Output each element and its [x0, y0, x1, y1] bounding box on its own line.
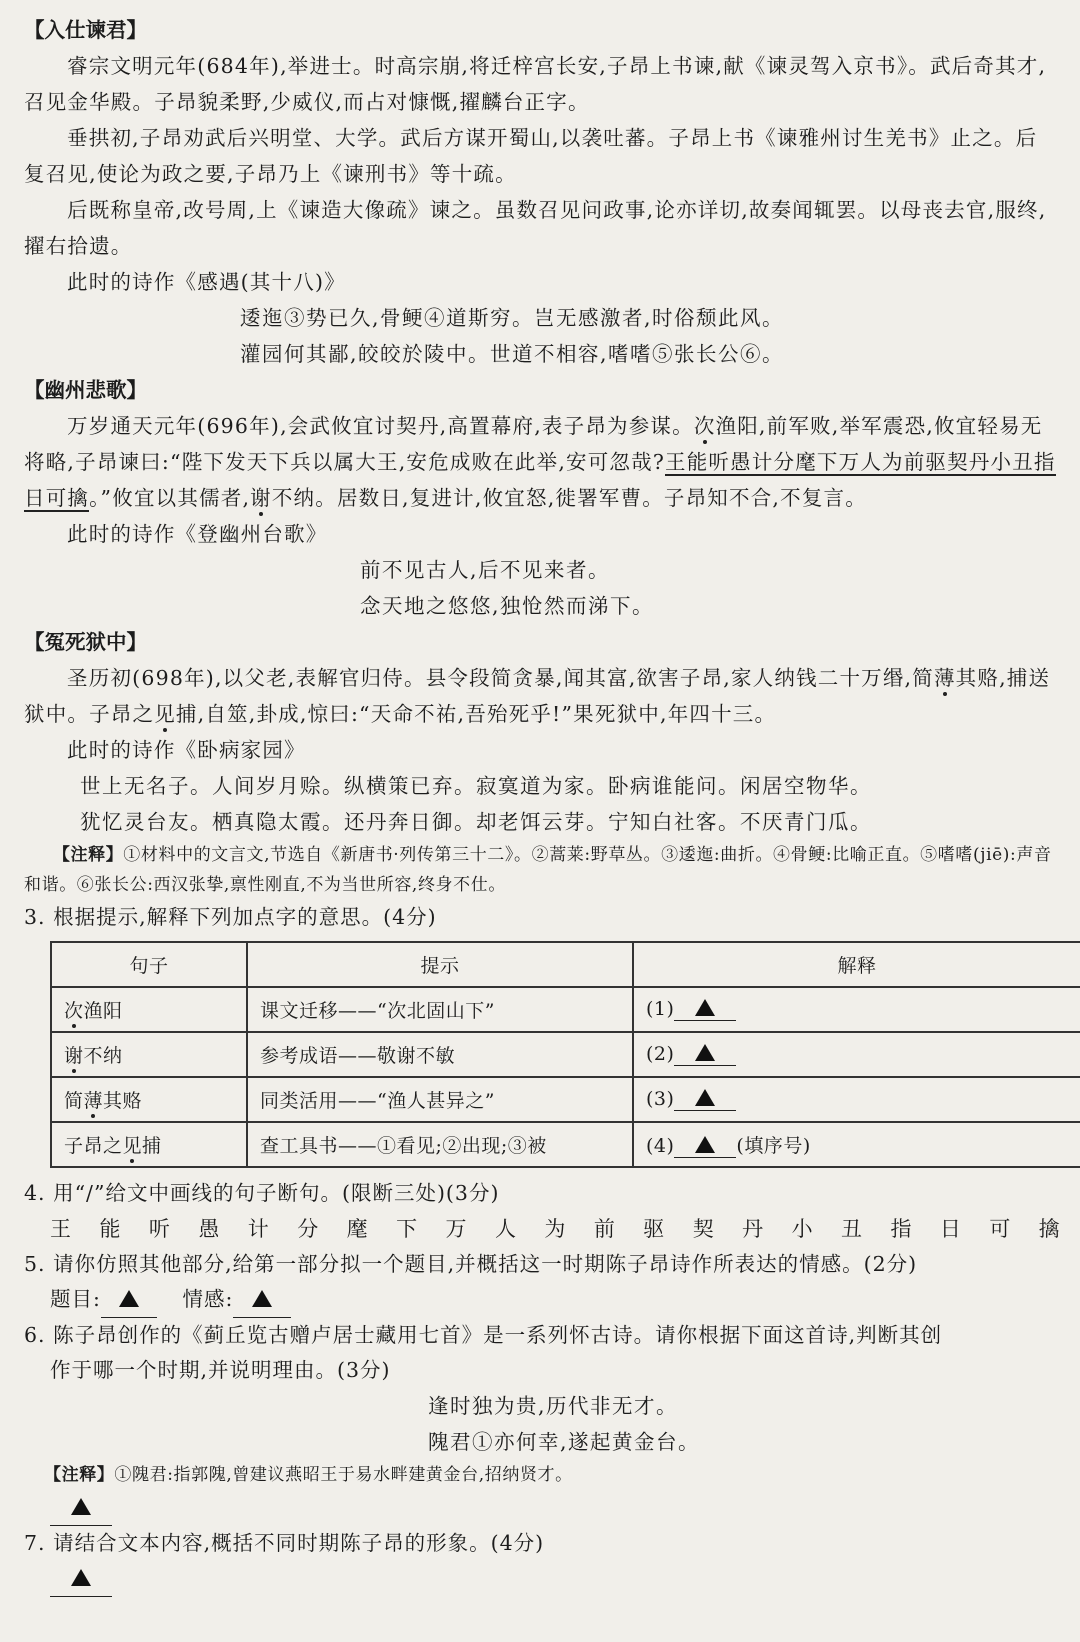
sentence-post: 捕	[142, 1135, 162, 1157]
underlined-sentence: 王能听愚计分麾下万人为前驱契丹小丑指日可擒	[24, 450, 1056, 510]
q4-char: 听	[148, 1217, 170, 1241]
q4-char: 万	[445, 1217, 467, 1241]
dotted-char-jian: 见	[154, 702, 176, 726]
answer-blank[interactable]	[674, 998, 736, 1021]
q4-sentence-chars	[50, 1211, 1060, 1247]
section1-para1: 睿宗文明元年(684年),举进士。时高宗崩,将迁梓宫长安,子昂上书谏,献《谏灵驾入京书》。武后奇其才,召见金华殿。子昂貌柔野,少威仪,而占对慷慨,擢麟台正字。	[24, 54, 1047, 114]
dotted-char-ci: 次	[693, 414, 716, 438]
q5-stem: 5. 请你仿照其他部分,给第一部分拟一个题目,并概括这一时期陈子昂诗作所表达的情感。(2分)	[24, 1252, 918, 1276]
q5-answer-line	[24, 1282, 1058, 1318]
q7-answer-blank[interactable]	[50, 1561, 112, 1597]
answer-triangle-icon	[119, 1290, 139, 1307]
section3-heading: 【冤死狱中】	[24, 630, 147, 654]
q4-char: 麾	[346, 1217, 368, 1241]
q4-char: 丑	[841, 1217, 862, 1241]
dotted-char-bo: 薄	[933, 666, 956, 690]
section2-text-b: 渔阳,前军败,举军震恐,攸宜轻易无将略,子昂谏曰:“陛下发天下兵以属大王,安危成败在此举,安可忽哉?	[24, 414, 1043, 474]
q6-stem-line1: 6. 陈子昂创作的《蓟丘览古赠卢居士藏用七首》是一系列怀古诗。请你根据下面这首诗,判断其创	[24, 1323, 943, 1347]
answer-triangle-icon	[695, 1136, 715, 1153]
q6-answer-line	[24, 1490, 1058, 1526]
q4-char: 计	[247, 1217, 269, 1241]
q6-poem-line2: 隗君①亦何幸,遂起黄金台。	[428, 1430, 701, 1454]
q4-char: 丹	[742, 1217, 764, 1241]
q4-char: 契	[692, 1217, 714, 1241]
q4-char: 驱	[643, 1217, 665, 1241]
answer-number: (2)	[646, 1043, 675, 1065]
section3-text-a: 圣历初(698年),以父老,表解官归侍。县令段简贪暴,闻其富,欲害子昂,家人纳钱二十万缗,简	[67, 666, 934, 690]
section2-text-c: 。”攸宜以其儒者,	[89, 486, 251, 510]
answer-triangle-icon	[71, 1498, 91, 1515]
table-header-row	[51, 942, 1080, 987]
sentence-post: 渔阳	[83, 1000, 123, 1022]
dotted-char: 薄	[83, 1090, 104, 1112]
section2-poem-line2: 念天地之悠悠,独怆然而涕下。	[360, 594, 655, 618]
hint-cell: 参考成语——敬谢不敏	[247, 1032, 633, 1077]
dotted-char: 次	[64, 1000, 84, 1022]
sentence-post: 其赂	[103, 1090, 143, 1112]
section2-poem-intro: 此时的诗作《登幽州台歌》	[67, 522, 328, 546]
q4-char: 指	[890, 1217, 912, 1241]
hint-cell: 课文迁移——“次北固山下”	[247, 987, 633, 1032]
q6-poem-line1: 逢时独为贵,历代非无才。	[428, 1394, 679, 1418]
q6-answer-blank[interactable]	[50, 1490, 112, 1526]
table-row	[51, 987, 1080, 1032]
q4-char: 前	[593, 1217, 615, 1241]
dotted-char-xie: 谢	[250, 486, 272, 510]
q6-stem-line2: 作于哪一个时期,并说明理由。(3分)	[50, 1358, 391, 1382]
answer-number: (1)	[646, 998, 675, 1020]
section1-para2: 垂拱初,子昂劝武后兴明堂、大学。武后方谋开蜀山,以袭吐蕃。子昂上书《谏雅州讨生羌书》止之。后复召见,使论为政之要,子昂乃上《谏刑书》等十疏。	[24, 126, 1038, 186]
table-row	[51, 1077, 1080, 1122]
q7-answer-line	[24, 1561, 1058, 1597]
q3-stem: 3. 根据提示,解释下列加点字的意思。(4分)	[24, 905, 437, 929]
table-row	[51, 1032, 1080, 1077]
answer-triangle-icon	[695, 1089, 715, 1106]
answer-cell[interactable]	[633, 1032, 1080, 1077]
answer-cell[interactable]	[633, 1122, 1080, 1167]
section2-heading: 【幽州悲歌】	[24, 378, 147, 402]
answer-blank[interactable]	[674, 1043, 736, 1066]
q5-emotion-label: 情感:	[182, 1287, 234, 1311]
q4-char: 可	[989, 1217, 1011, 1241]
sentence-post: 不纳	[83, 1045, 123, 1067]
q5-emotion-blank[interactable]	[233, 1282, 291, 1318]
q4-char: 能	[99, 1217, 121, 1241]
q4-char: 人	[494, 1217, 516, 1241]
sentence-cell	[51, 987, 247, 1032]
section2-text-a: 万岁通天元年(696年),会武攸宜讨契丹,高置幕府,表子昂为参谋。	[67, 414, 694, 438]
section1-poem-line1: 逶迤③势已久,骨鲠④道斯穷。岂无感激者,时俗颓此风。	[240, 306, 785, 330]
q4-char: 为	[544, 1217, 566, 1241]
q4-char: 日	[939, 1217, 961, 1241]
section1-para3: 后既称皇帝,改号周,上《谏造大像疏》谏之。虽数召见问政事,论亦详切,故奏闻辄罢。以母丧去官,服终,擢右拾遗。	[24, 198, 1047, 258]
q4-char: 王	[50, 1217, 71, 1241]
answer-blank[interactable]	[674, 1088, 736, 1111]
q6-note-label: 【注释】	[44, 1465, 115, 1485]
dotted-char: 见	[122, 1135, 143, 1157]
answer-blank[interactable]	[674, 1135, 736, 1158]
table-row	[51, 1122, 1080, 1167]
q7-stem: 7. 请结合文本内容,概括不同时期陈子昂的形象。(4分)	[24, 1531, 545, 1555]
answer-number: (4)	[646, 1135, 675, 1157]
notes-label: 【注释】	[52, 845, 124, 865]
answer-number: (3)	[646, 1088, 675, 1110]
q5-title-label: 题目:	[50, 1287, 101, 1311]
sentence-cell	[51, 1077, 247, 1122]
table-header-cell: 解释	[633, 942, 1080, 987]
sentence-pre: 简	[64, 1090, 84, 1112]
answer-cell[interactable]	[633, 987, 1080, 1032]
q5-title-blank[interactable]	[101, 1282, 157, 1318]
q4-stem: 4. 用“/”给文中画线的句子断句。(限断三处)(3分)	[24, 1181, 500, 1205]
answer-triangle-icon	[695, 1044, 715, 1061]
hint-cell: 同类活用——“渔人甚异之”	[247, 1077, 633, 1122]
dotted-char: 谢	[64, 1045, 84, 1067]
q4-char: 分	[297, 1217, 319, 1241]
section2-text-d: 不纳。居数日,复进计,攸宜怒,徙署军曹。子昂知不合,不复言。	[271, 486, 867, 510]
hint-cell: 查工具书——①看见;②出现;③被	[247, 1122, 633, 1167]
table-header-cell: 提示	[247, 942, 633, 987]
section3-text-c: 捕,自筮,卦成,惊曰:“天命不祐,吾殆死乎!”果死狱中,年四十三。	[175, 702, 777, 726]
sentence-cell	[51, 1032, 247, 1077]
section1-heading: 【入仕谏君】	[24, 18, 147, 42]
answer-triangle-icon	[252, 1290, 272, 1307]
q6-note-text: ①隗君:指郭隗,曾建议燕昭王于易水畔建黄金台,招纳贤才。	[114, 1465, 573, 1485]
q4-char: 擒	[1038, 1217, 1060, 1241]
section1-poem-intro: 此时的诗作《感遇(其十八)》	[67, 270, 346, 294]
answer-cell[interactable]	[633, 1077, 1080, 1122]
notes-text: ①材料中的文言文,节选自《新唐书·列传第三十二》。②蒿莱:野草丛。③逶迤:曲折。④骨鲠:比喻正直。⑤嗜嗜(jiē):声音和谐。⑥张长公:西汉张挚,禀性刚直,不为当世所容,终身不仕。	[24, 845, 1052, 895]
sentence-pre: 子昂之	[64, 1135, 123, 1157]
table-header-cell: 句子	[51, 942, 247, 987]
sentence-cell	[51, 1122, 247, 1167]
q4-char: 下	[396, 1217, 418, 1241]
q6-note	[24, 1460, 1058, 1490]
answer-triangle-icon	[695, 999, 715, 1016]
notes	[24, 840, 1058, 900]
answer-extra: (填序号)	[736, 1135, 811, 1157]
section3-poem-line1: 世上无名子。人间岁月赊。纵横策已弃。寂寞道为家。卧病谁能问。闲居空物华。	[80, 774, 872, 798]
answer-triangle-icon	[71, 1569, 91, 1586]
section3-text-b: 其赂,捕送狱中。子昂之	[24, 666, 1051, 726]
q4-char: 愚	[198, 1217, 220, 1241]
q3-table	[50, 941, 1080, 1168]
section3-para	[24, 660, 1058, 732]
section3-poem-line2: 犹忆灵台友。栖真隐太霞。还丹奔日御。却老饵云芽。宁知白社客。不厌青门瓜。	[80, 810, 872, 834]
q4-char: 小	[791, 1217, 813, 1241]
section3-poem-intro: 此时的诗作《卧病家园》	[67, 738, 306, 762]
section2-para	[24, 408, 1058, 516]
section2-poem-line1: 前不见古人,后不见来者。	[360, 558, 611, 582]
section1-poem-line2: 灌园何其鄙,皎皎於陵中。世道不相容,嗜嗜⑤张长公⑥。	[240, 342, 785, 366]
